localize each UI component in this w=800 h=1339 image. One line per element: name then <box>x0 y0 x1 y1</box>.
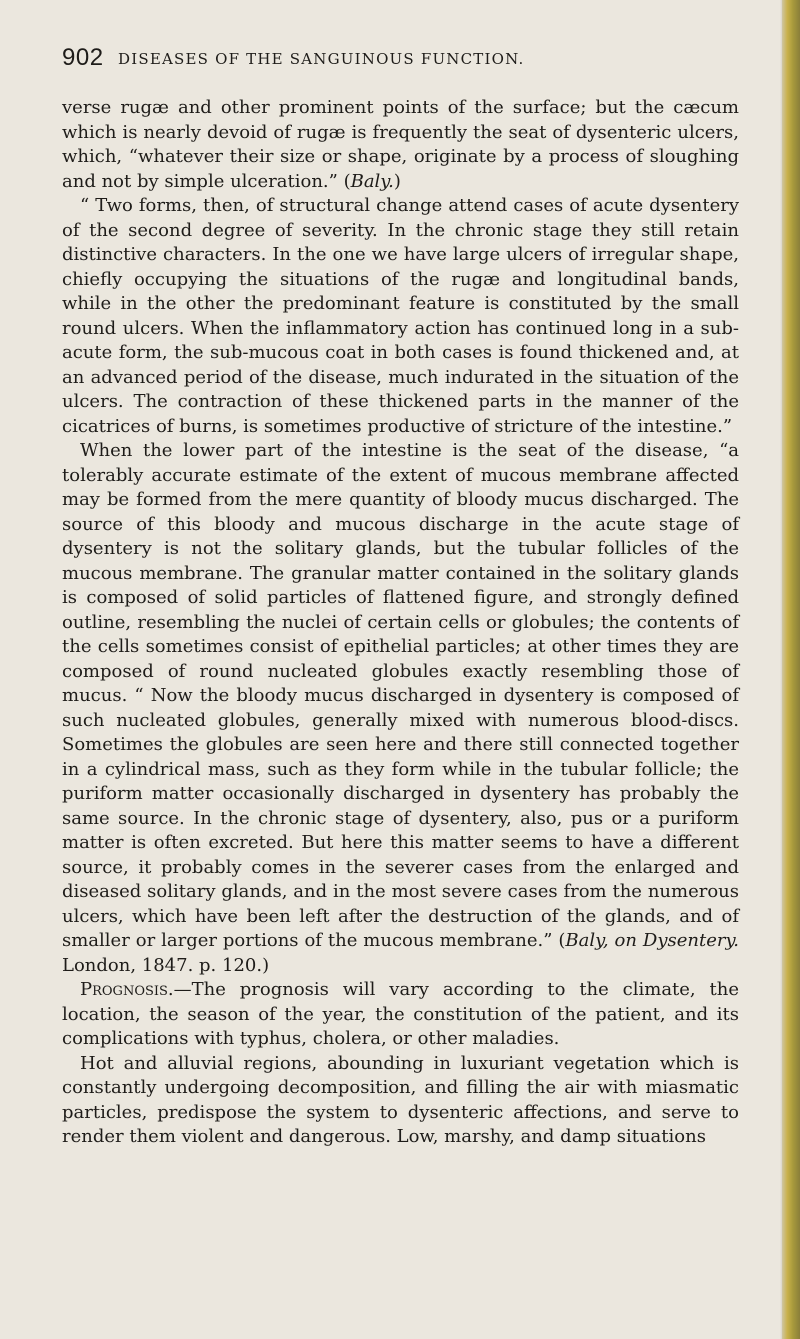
paragraph <box>62 96 739 194</box>
paragraph-text: Hot and alluvial regions, abounding in luxuriant vegetation which is constantly undergoing decomposition, and filling the air with miasmatic particles, predispose the system to dysenteric affections, and serve to render them violent and dangerous. Low, marshy, and damp situations <box>62 1052 739 1147</box>
citation: Baly. <box>350 170 394 192</box>
paragraph-text: “ Two forms, then, of structural change attend cases of acute dysentery of the second degree of severity. In the chronic stage they still retain distinctive characters. In the one we have large ulcers of irregular shape, chiefly occupying the situations of the rugæ and longitudinal bands, while in the other the predominant feature is constituted by the small round ulcers. When the inflammatory action has continued long in a sub-acute form, the sub-mucous coat in both cases is found thickened and, at an advanced period of the disease, much indurated in the situation of the ulcers. The contraction of these thickened parts in the manner of the cicatrices of burns, is sometimes productive of stricture of the intestine.” <box>62 195 739 437</box>
paragraph-text: —The prognosis will vary according to the climate, the location, the season of the year, the constitution of the patient, and its complications with typhus, cholera, or other maladies. <box>62 979 739 1049</box>
paragraph-text: verse rugæ and other prominent points of the surface; but the cæcum which is nearly devoid of rugæ is frequently the seat of dysenteric ulcers, which, “whatever their size or shape, originate by a process of sloughing and not by simple ulceration.” ( <box>62 97 739 192</box>
page-number: 902 <box>62 44 104 71</box>
citation-tail: London, 1847. p. 120.) <box>62 954 270 976</box>
paragraph <box>62 439 739 978</box>
citation: Baly, on Dysentery. <box>565 930 739 951</box>
running-title: DISEASES OF THE SANGUINOUS FUNCTION. <box>118 50 525 68</box>
page-edge <box>782 0 800 1339</box>
paragraph <box>62 194 739 439</box>
paragraph <box>62 1052 739 1150</box>
body-text <box>62 96 739 1150</box>
citation-close: ) <box>393 170 401 192</box>
paragraph <box>62 978 739 1052</box>
section-heading: Prognosis. <box>80 979 174 1000</box>
page-header <box>62 44 742 78</box>
paragraph-text: When the lower part of the intestine is the seat of the disease, “a tolerably accurate estimate of the extent of mucous membrane affected may be formed from the mere quantity of bloody mucus discharged. The source of this bloody and mucous discharge in the acute stage of dysentery is not the solitary glands, but the tubular follicles of the mucous membrane. The granular matter contained in the solitary glands is composed of solid particles of flattened figure, and strongly defined outline, resembling the nuclei of certain cells or globules; the contents of the cells sometimes consist of epithelial particles; at other times they are composed of round nucleated globules exactly resembling those of mucus. “ Now the bloody mucus discharged in dysentery is composed of such nucleated globules, generally mixed with numerous blood-discs. Sometimes the globules are seen here and there still connected together in a cylindrical mass, such as they form while in the tubular follicle; the puriform matter occasionally discharged in dysentery has probably the same source. In the chronic stage of dysentery, also, pus or a puriform matter is often excreted. But here this matter seems to have a different source, it probably comes in the severer cases from the enlarged and diseased solitary glands, and in the most severe cases from the numerous ulcers, which have been left after the destruction of the glands, and of smaller or larger portions of the mucous membrane.” ( <box>62 440 739 951</box>
